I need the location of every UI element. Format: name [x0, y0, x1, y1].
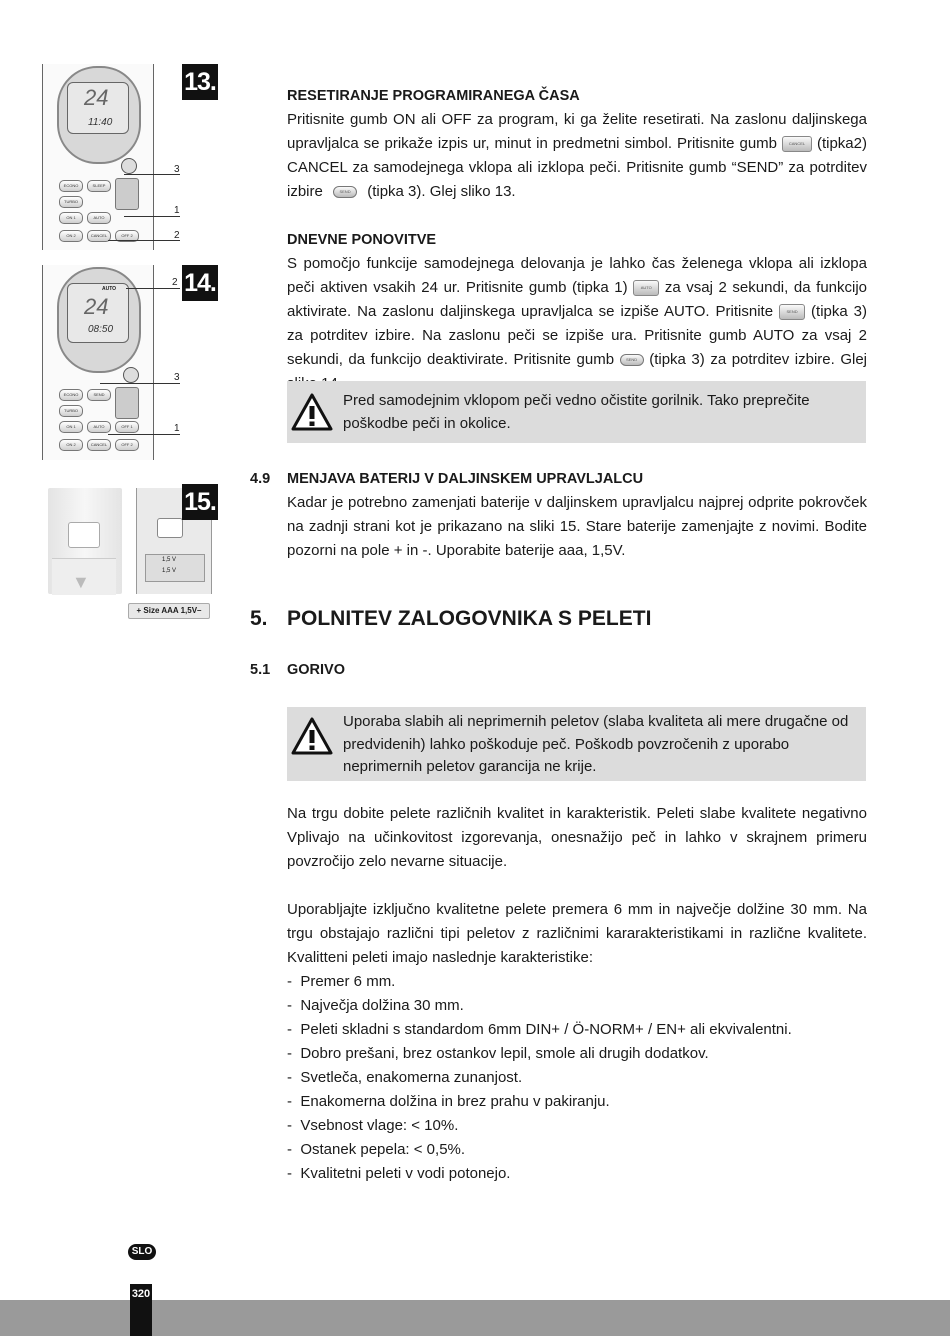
- figure-13: [42, 64, 222, 250]
- paragraph: Na trgu dobite pelete različnih kvalitet in karakteristik. Peleti slabe kvalitete negativno Vplivajo na učinkovitost izgorevanja, onesnažijo peč in lahko v skrajnem primeru povzročijo zelo nevarne situacije.: [287, 805, 867, 870]
- warning-icon: [291, 717, 333, 755]
- callout-label: 1: [174, 205, 180, 216]
- figure-14: [42, 265, 222, 460]
- paragraph: Uporabljajte izključno kvalitetne pelete premera 6 mm in največje dolžine 30 mm. Na trgu obstajajo različni tipi peletov z različnimi kararakteristikami in različne kvalitete. Kvalitteni peleti imajo naslednje karakteristike:: [287, 901, 867, 966]
- remote-screen: [57, 267, 141, 373]
- remote-button: ON 1: [59, 212, 83, 224]
- section-heading: MENJAVA BATERIJ V DALJINSKEM UPRAVLJALCU: [287, 471, 644, 487]
- section-number: 5.1: [250, 662, 271, 678]
- characteristics-list: [287, 970, 867, 1186]
- section-heading: RESETIRANJE PROGRAMIRANEGA ČASA: [287, 88, 580, 104]
- display-time: 11:40: [88, 117, 113, 128]
- list-item: - Premer 6 mm.: [287, 973, 396, 990]
- remote-button: OFF 2: [115, 230, 139, 242]
- language-badge: SLO: [128, 1244, 156, 1260]
- up-down-rocker: [115, 178, 139, 210]
- display-temperature: 24: [84, 85, 109, 110]
- display-auto: AUTO: [102, 286, 117, 292]
- remote-button: CANCEL: [87, 439, 111, 451]
- remote-button: AUTO: [87, 212, 111, 224]
- paragraph: Pritisnite gumb ON ali OFF za program, ki ga želite resetirati. Na zaslonu daljinskega upravljalca se prikaže izpis ur, minut in predmetni simbol. Pritisnite gumb CANCEL (tipka2) CANCEL za samodejnega vklopa ali izklopa peči. Pritisnite gumb “SEND” za potrditev izbire SEND (tipka 3). Glej sliko 13.: [287, 111, 867, 200]
- list-item: - Največja dolžina 30 mm.: [287, 997, 464, 1014]
- send-button-icon: SEND: [333, 186, 357, 198]
- remote-button: OFF 2: [115, 439, 139, 451]
- remote-control-image: [42, 265, 154, 460]
- chapter-number: 5.: [250, 607, 268, 630]
- display-time: 08:50: [88, 324, 114, 335]
- remote-button: ECONO: [59, 389, 83, 401]
- battery-cell: 1,5 V: [162, 568, 177, 574]
- list-item: - Peleti skladni s standardom 6mm DIN+ / Ö-NORM+ / EN+ ali ekvivalentni.: [287, 1021, 792, 1038]
- warning-box: [287, 381, 866, 443]
- figure-number: 14.: [182, 265, 218, 301]
- up-down-rocker: [115, 387, 139, 419]
- remote-button: OFF 1: [115, 421, 139, 433]
- remote-button: TURBO: [59, 405, 83, 417]
- display-temperature: 24: [84, 294, 109, 319]
- callout-label: 2: [174, 230, 180, 241]
- remote-back-cover-image: [48, 488, 122, 594]
- auto-button-icon: AUTO: [633, 280, 659, 296]
- callout-label: 2: [172, 277, 178, 288]
- send-button-icon: SEND: [779, 304, 805, 320]
- warning-box: [287, 707, 866, 781]
- remote-button: ON 2: [59, 439, 83, 451]
- remote-button: SEND: [87, 389, 111, 401]
- section-number: 4.9: [250, 471, 271, 487]
- figure-number: 13.: [182, 64, 218, 100]
- list-item: - Ostanek pepela: < 0,5%.: [287, 1141, 466, 1158]
- remote-button: ON 1: [59, 421, 83, 433]
- list-item: - Enakomerna dolžina in brez prahu v pakiranju.: [287, 1093, 610, 1110]
- chapter-title: POLNITEV ZALOGOVNIKA S PELETI: [287, 607, 652, 630]
- power-icon: [121, 158, 137, 174]
- callout-label: 1: [174, 423, 180, 434]
- remote-screen: [57, 66, 141, 164]
- list-item: - Svetleča, enakomerna zunanjost.: [287, 1069, 523, 1086]
- figure-15: [44, 484, 224, 624]
- remote-button: CANCEL: [87, 230, 111, 242]
- power-icon: [123, 367, 139, 383]
- paragraph: S pomočjo funkcije samodejnega delovanja je lahko čas želenega vklopa ali izklopa peči aktiven vsakih 24 ur. Pritisnite gumb (tipka 1) AUTO za vsaj 2 sekundi, da funkcijo aktivirate. Na zaslonu daljinskega upravljalca se izpiše AUTO. Pritisnite SEND (tipka 3) za potrditev izbire. Na zaslonu peči se izpiše ura. Pritisnite gumb AUTO za vsaj 2 sekundi, da funkcijo deaktivirate. Pritisnite gumb SEND (tipka 3) za potrditev izbire. Glej: [287, 255, 868, 368]
- paragraph: Kadar je potrebno zamenjati baterije v daljinskem upravljalcu najprej odprite pokrovček na zadnji strani kot je prikazano na sliki 15. Stare baterije zamenjajte z novimi. Bodite pozorni na pole + in -. Uporabite baterije aaa, 1,5V.: [287, 494, 867, 559]
- list-item: - Kvalitetni peleti v vodi potonejo.: [287, 1165, 511, 1182]
- page-number-strip: [130, 1284, 152, 1336]
- send-button-icon: SEND: [620, 354, 644, 366]
- battery-cell: 1,5 V: [162, 557, 177, 563]
- warning-text: Pred samodejnim vklopom peči vedno očistite gorilnik. Tako preprečite poškodbe peči in okolice.: [343, 392, 810, 432]
- warning-text: Uporaba slabih ali neprimernih peletov (slaba kvaliteta ali mere drugačne od predvidenih) lahko poškoduje peč. Poškodb povzročenih z uporabo neprimernih peletov garancija ne krije.: [343, 713, 849, 775]
- list-item: - Vsebnost vlage: < 10%.: [287, 1117, 459, 1134]
- callout-label: 3: [174, 372, 180, 383]
- cancel-button-icon: CANCEL: [782, 136, 812, 152]
- remote-button: ON 2: [59, 230, 83, 242]
- list-item: - Dobro prešani, brez ostankov lepil, smole ali drugih dodatkov.: [287, 1045, 709, 1062]
- page-number: 320: [131, 1288, 151, 1300]
- remote-button: AUTO: [87, 421, 111, 433]
- remote-button: TURBO: [59, 196, 83, 208]
- figure-number: 15.: [182, 484, 218, 520]
- battery-size-label: + Size AAA 1,5V–: [128, 603, 210, 619]
- section-heading: DNEVNE PONOVITVE: [287, 232, 437, 248]
- arrow-down-icon: ▼: [72, 572, 90, 592]
- callout-label: 3: [174, 164, 180, 175]
- remote-button: SLEEP: [87, 180, 111, 192]
- remote-button: ECONO: [59, 180, 83, 192]
- remote-control-image: [42, 64, 154, 250]
- section-heading: GORIVO: [287, 662, 346, 678]
- warning-icon: [291, 393, 333, 431]
